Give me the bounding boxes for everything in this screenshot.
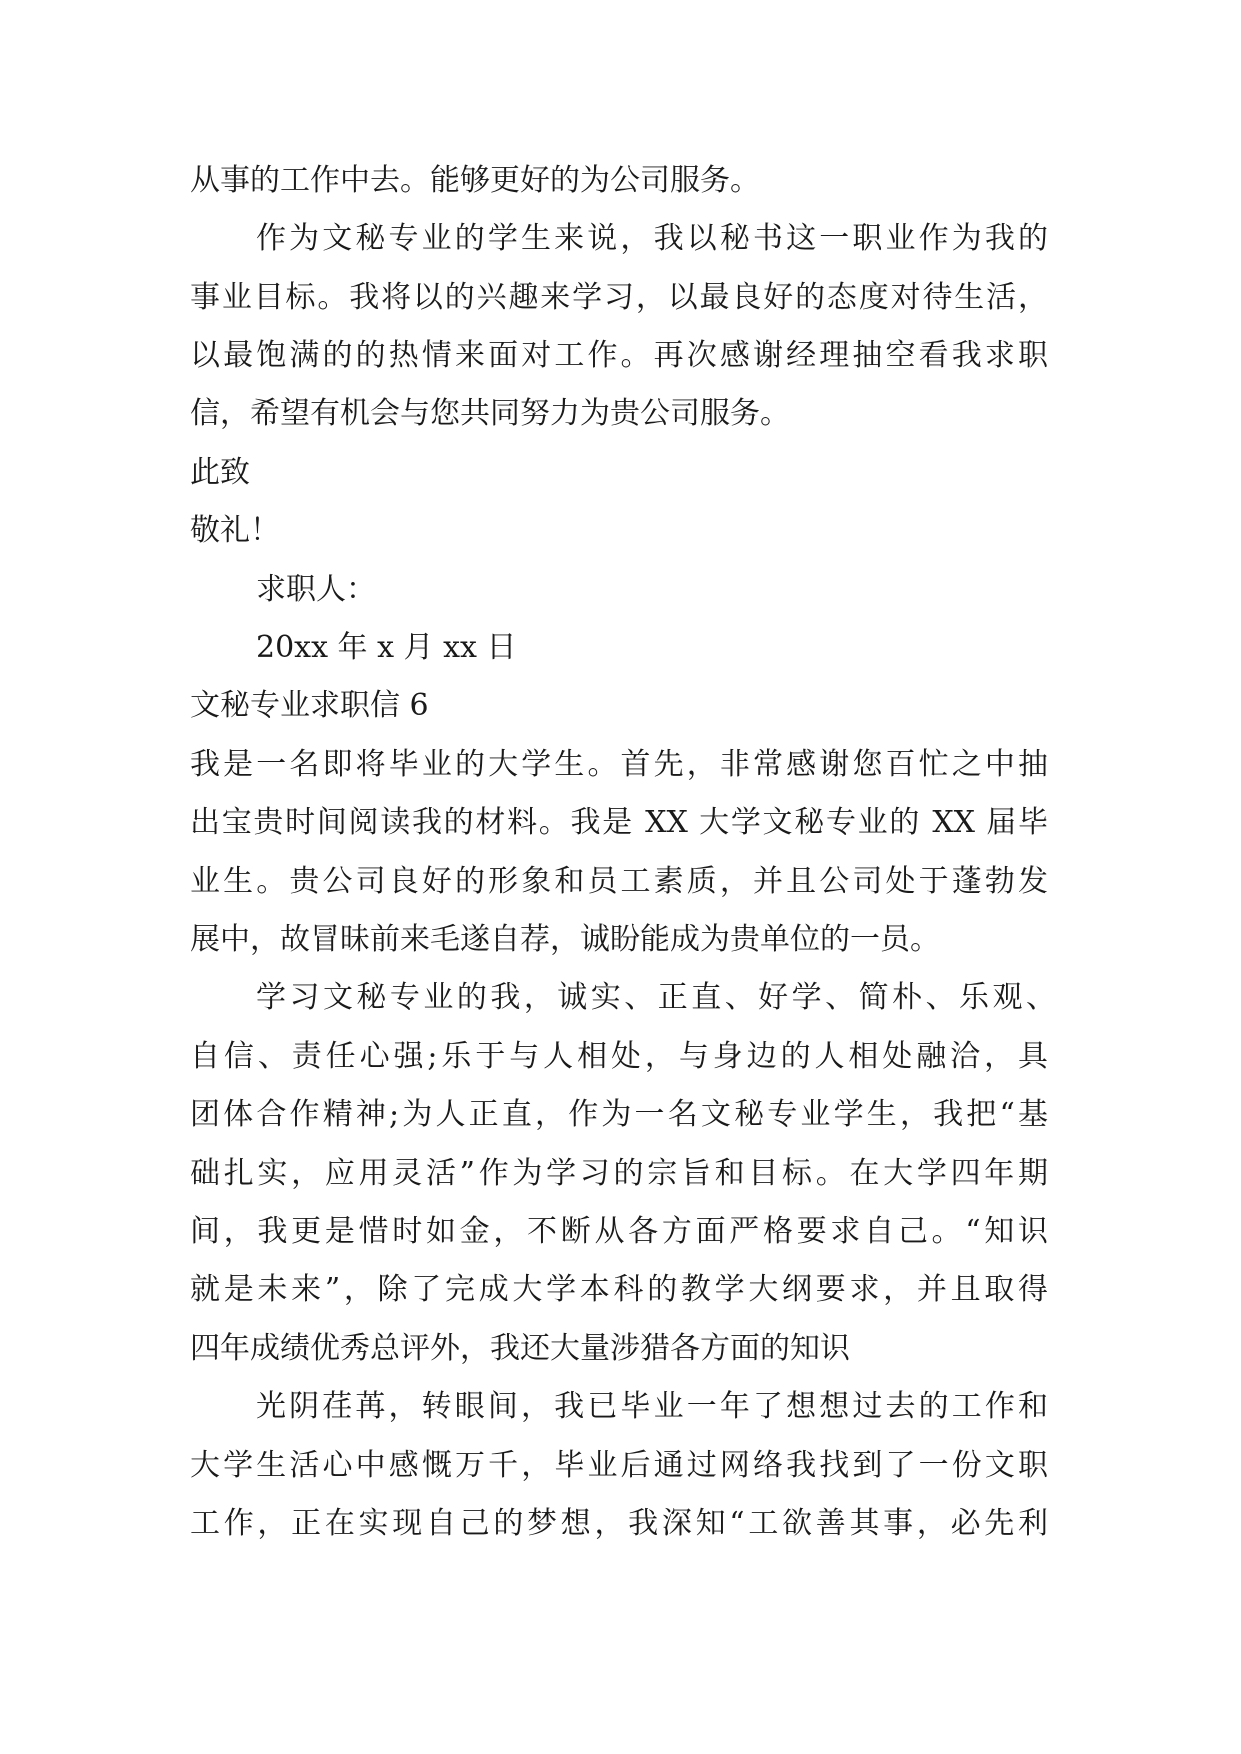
text-line: 就是未来”，除了完成大学本科的教学大纲要求，并且取得 [190, 1272, 1048, 1307]
text-line: 团体合作精神;为人正直，作为一名文秘专业学生，我把“基 [190, 1097, 1048, 1132]
text-line: 出宝贵时间阅读我的材料。我是 XX 大学文秘专业的 XX 届毕 [190, 805, 1048, 840]
text-line: 业生。贵公司良好的形象和员工素质，并且公司处于蓬勃发 [190, 864, 1048, 899]
text-line: 自信、责任心强;乐于与人相处，与身边的人相处融洽，具 [190, 1039, 1048, 1074]
text-line: 以最饱满的的热情来面对工作。再次感谢经理抽空看我求职 [190, 338, 1048, 373]
text-line: 学习文秘专业的我，诚实、正直、好学、简朴、乐观、 [256, 980, 1056, 1015]
text-line: 展中，故冒昧前来毛遂自荐，诚盼能成为贵单位的一员。 [190, 922, 940, 957]
text-line: 间，我更是惜时如金，不断从各方面严格要求自己。“知识 [190, 1214, 1048, 1249]
text-line: 信，希望有机会与您共同努力为贵公司服务。 [190, 396, 790, 431]
text-line: 光阴荏苒，转眼间，我已毕业一年了想想过去的工作和 [256, 1389, 1048, 1424]
text-line: 四年成绩优秀总评外，我还大量涉猎各方面的知识 [190, 1331, 850, 1366]
salutation-line: 此致 [190, 455, 250, 490]
text-line: 从事的工作中去。能够更好的为公司服务。 [190, 163, 760, 198]
section-title: 文秘专业求职信 6 [190, 688, 429, 723]
text-line: 础扎实，应用灵活”作为学习的宗旨和目标。在大学四年期 [190, 1156, 1048, 1191]
text-line: 工作，正在实现自己的梦想，我深知“工欲善其事，必先利 [190, 1506, 1048, 1541]
text-line: 我是一名即将毕业的大学生。首先，非常感谢您百忙之中抽 [190, 747, 1048, 782]
signature-line: 求职人： [256, 572, 376, 607]
text-line: 事业目标。我将以的兴趣来学习，以最良好的态度对待生活， [190, 280, 1048, 315]
text-line: 作为文秘专业的学生来说，我以秘书这一职业作为我的 [256, 221, 1048, 256]
salutation-line: 敬礼！ [190, 513, 280, 548]
date-line: 20xx 年 x 月 xx 日 [256, 630, 517, 665]
text-line: 大学生活心中感慨万千，毕业后通过网络我找到了一份文职 [190, 1448, 1048, 1483]
